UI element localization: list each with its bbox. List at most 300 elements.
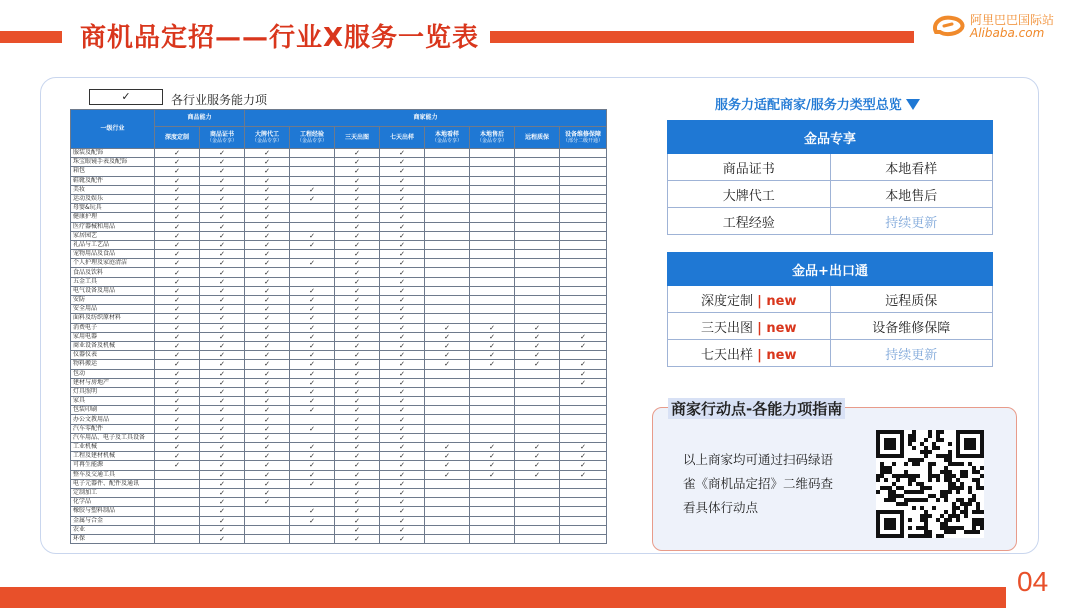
capability-cell: ✓ <box>290 479 335 488</box>
capability-cell: ✓ <box>155 259 200 268</box>
capability-cell <box>470 534 515 543</box>
industry-name: 金属与合金 <box>71 516 155 525</box>
capability-cell <box>560 387 607 396</box>
capability-cell <box>290 167 335 176</box>
table-row <box>71 498 607 507</box>
capability-cell: ✓ <box>155 406 200 415</box>
capability-cell: ✓ <box>245 461 290 470</box>
capability-cell <box>290 268 335 277</box>
capability-cell: ✓ <box>335 194 380 203</box>
capability-cell: ✓ <box>380 240 425 249</box>
capability-cell <box>515 231 560 240</box>
capability-cell: ✓ <box>200 185 245 194</box>
capability-cell <box>470 479 515 488</box>
capability-cell: ✓ <box>245 213 290 222</box>
table-body <box>71 149 607 544</box>
industry-name: 珠宝眼镜手表及配饰 <box>71 158 155 167</box>
capability-cell <box>290 222 335 231</box>
industry-name: 食品及饮料 <box>71 268 155 277</box>
industry-name: 家居园艺 <box>71 231 155 240</box>
capability-cell: ✓ <box>245 176 290 185</box>
capability-cell <box>515 305 560 314</box>
capability-cell <box>425 167 470 176</box>
column-header-name: 设备维修保障 <box>565 130 602 138</box>
capability-cell: ✓ <box>200 369 245 378</box>
capability-cell <box>515 424 560 433</box>
capability-cell: ✓ <box>155 369 200 378</box>
capability-cell <box>425 488 470 497</box>
industry-name: 包装印刷 <box>71 406 155 415</box>
industry-name: 电气设备及用品 <box>71 286 155 295</box>
new-badge: | new <box>757 293 797 309</box>
column-header-name: 商品证书 <box>210 130 235 138</box>
capability-cell: ✓ <box>245 360 290 369</box>
capability-cell <box>155 534 200 543</box>
capability-cell: ✓ <box>155 167 200 176</box>
capability-cell: ✓ <box>470 360 515 369</box>
capability-cell <box>515 406 560 415</box>
capability-cell <box>245 516 290 525</box>
table-row <box>71 534 607 543</box>
capability-cell <box>515 498 560 507</box>
capability-cell: ✓ <box>335 525 380 534</box>
capability-cell: ✓ <box>155 296 200 305</box>
table-row <box>668 181 993 208</box>
capability-cell: ✓ <box>380 194 425 203</box>
column-header <box>560 127 607 149</box>
capability-cell: ✓ <box>425 351 470 360</box>
capability-cell: ✓ <box>200 360 245 369</box>
capability-cell: ✓ <box>380 415 425 424</box>
capability-cell: ✓ <box>335 341 380 350</box>
industry-name: 医疗器械和用品 <box>71 222 155 231</box>
industry-name: 包动 <box>71 369 155 378</box>
industry-name: 礼品与工艺品 <box>71 240 155 249</box>
capability-cell <box>515 369 560 378</box>
capability-cell: ✓ <box>200 387 245 396</box>
capability-cell: ✓ <box>380 351 425 360</box>
capability-cell: ✓ <box>380 332 425 341</box>
capability-cell: ✓ <box>560 332 607 341</box>
table-row <box>668 313 993 340</box>
capability-cell: ✓ <box>245 387 290 396</box>
industry-name: 汽车用品、电子及工具设备 <box>71 433 155 442</box>
industry-name: 母婴&玩具 <box>71 204 155 213</box>
table-row <box>71 516 607 525</box>
industry-name: 美妆 <box>71 185 155 194</box>
capability-cell: ✓ <box>380 378 425 387</box>
column-header-name: 工程经验 <box>300 130 325 138</box>
capability-cell <box>560 286 607 295</box>
capability-cell: ✓ <box>335 369 380 378</box>
capability-cell: ✓ <box>245 378 290 387</box>
capability-cell: ✓ <box>335 433 380 442</box>
capability-cell: ✓ <box>155 323 200 332</box>
capability-cell: ✓ <box>245 250 290 259</box>
capability-cell: ✓ <box>245 332 290 341</box>
capability-cell <box>560 351 607 360</box>
capability-cell: ✓ <box>335 296 380 305</box>
capability-cell <box>515 176 560 185</box>
capability-cell <box>470 222 515 231</box>
capability-cell <box>290 498 335 507</box>
capability-cell: ✓ <box>380 314 425 323</box>
industry-name: 商业设备及机械 <box>71 341 155 350</box>
capability-cell: ✓ <box>380 185 425 194</box>
service-cell: 工程经验 <box>668 208 831 235</box>
capability-cell: ✓ <box>470 323 515 332</box>
capability-cell: ✓ <box>200 351 245 360</box>
industry-name: 化学品 <box>71 498 155 507</box>
capability-cell <box>515 507 560 516</box>
capability-cell: ✓ <box>200 323 245 332</box>
capability-cell <box>515 268 560 277</box>
capability-cell: ✓ <box>245 149 290 158</box>
capability-cell: ✓ <box>245 158 290 167</box>
capability-cell: ✓ <box>380 176 425 185</box>
header-bar-right <box>490 31 914 43</box>
table-row <box>71 167 607 176</box>
capability-cell: ✓ <box>200 158 245 167</box>
industry-name: 农业 <box>71 525 155 534</box>
action-guide-text: 以上商家均可通过扫码绿语雀《商机品定招》二维码查看具体行动点 <box>683 452 834 515</box>
capability-cell: ✓ <box>200 397 245 406</box>
table-row <box>71 149 607 158</box>
table-row <box>71 341 607 350</box>
capability-cell <box>425 424 470 433</box>
capability-cell <box>155 516 200 525</box>
capability-cell <box>560 424 607 433</box>
table-row <box>71 286 607 295</box>
table-row <box>71 360 607 369</box>
capability-cell <box>515 213 560 222</box>
capability-cell: ✓ <box>380 268 425 277</box>
capability-cell <box>560 213 607 222</box>
capability-cell: ✓ <box>335 360 380 369</box>
capability-cell: ✓ <box>290 231 335 240</box>
capability-cell <box>470 204 515 213</box>
capability-cell <box>560 222 607 231</box>
capability-cell <box>515 387 560 396</box>
capability-cell <box>425 516 470 525</box>
capability-cell: ✓ <box>245 204 290 213</box>
service-cell: 大牌代工 <box>668 181 831 208</box>
table-row <box>71 240 607 249</box>
capability-cell <box>560 323 607 332</box>
capability-cell: ✓ <box>425 443 470 452</box>
capability-cell: ✓ <box>380 204 425 213</box>
capability-cell <box>560 149 607 158</box>
capability-cell <box>560 516 607 525</box>
capability-cell: ✓ <box>245 268 290 277</box>
industry-name: 环保 <box>71 534 155 543</box>
capability-cell: ✓ <box>380 525 425 534</box>
table-row <box>71 424 607 433</box>
capability-cell <box>155 470 200 479</box>
capability-cell: ✓ <box>155 378 200 387</box>
table-row <box>71 231 607 240</box>
capability-cell <box>515 259 560 268</box>
capability-cell: ✓ <box>290 341 335 350</box>
table-row <box>71 479 607 488</box>
capability-cell: ✓ <box>245 314 290 323</box>
capability-cell <box>425 406 470 415</box>
capability-cell: ✓ <box>245 498 290 507</box>
industry-name: 面料及纺织原材料 <box>71 314 155 323</box>
table-row <box>71 433 607 442</box>
capability-cell: ✓ <box>335 167 380 176</box>
capability-cell: ✓ <box>245 369 290 378</box>
capability-cell: ✓ <box>155 443 200 452</box>
capability-cell <box>470 305 515 314</box>
table-row <box>668 208 993 235</box>
capability-cell: ✓ <box>515 332 560 341</box>
capability-cell <box>515 222 560 231</box>
legend-label: 各行业服务能力项 <box>171 93 268 107</box>
capability-cell: ✓ <box>425 341 470 350</box>
capability-cell: ✓ <box>560 341 607 350</box>
capability-cell: ✓ <box>380 488 425 497</box>
logo-text-cn: 阿里巴巴国际站 <box>970 13 1055 27</box>
new-badge: | new <box>757 320 797 336</box>
capability-cell: ✓ <box>155 332 200 341</box>
capability-cell: ✓ <box>335 222 380 231</box>
service-name: 深度定制 <box>700 293 753 309</box>
table-row <box>71 314 607 323</box>
industry-name: 办公文教用品 <box>71 415 155 424</box>
capability-cell: ✓ <box>335 314 380 323</box>
capability-cell: ✓ <box>335 461 380 470</box>
capability-cell <box>290 176 335 185</box>
capability-cell <box>470 488 515 497</box>
capability-cell <box>470 378 515 387</box>
capability-cell: ✓ <box>245 185 290 194</box>
capability-cell: ✓ <box>380 149 425 158</box>
capability-cell: ✓ <box>200 433 245 442</box>
capability-cell: ✓ <box>245 231 290 240</box>
capability-cell: ✓ <box>200 415 245 424</box>
capability-cell: ✓ <box>335 397 380 406</box>
capability-cell: ✓ <box>380 167 425 176</box>
capability-cell <box>425 433 470 442</box>
capability-cell <box>515 534 560 543</box>
capability-cell <box>425 259 470 268</box>
capability-cell <box>470 314 515 323</box>
capability-cell: ✓ <box>380 470 425 479</box>
capability-cell <box>515 516 560 525</box>
capability-cell: ✓ <box>515 443 560 452</box>
capability-cell <box>470 176 515 185</box>
capability-cell: ✓ <box>155 222 200 231</box>
capability-cell: ✓ <box>380 305 425 314</box>
capability-cell <box>470 525 515 534</box>
capability-cell: ✓ <box>335 516 380 525</box>
column-header-note: （金品专享） <box>252 137 283 144</box>
column-header <box>380 127 425 149</box>
capability-cell <box>560 406 607 415</box>
table-row <box>71 332 607 341</box>
capability-cell <box>515 433 560 442</box>
capability-cell <box>425 277 470 286</box>
capability-cell: ✓ <box>155 277 200 286</box>
industry-name: 鞋靴及配件 <box>71 176 155 185</box>
header-merchant-capability: 商家能力 <box>245 110 607 127</box>
capability-cell: ✓ <box>245 240 290 249</box>
capability-cell: ✓ <box>245 470 290 479</box>
capability-cell <box>515 314 560 323</box>
capability-cell <box>560 488 607 497</box>
capability-cell: ✓ <box>200 204 245 213</box>
table-row <box>71 443 607 452</box>
capability-cell: ✓ <box>155 314 200 323</box>
capability-cell: ✓ <box>290 397 335 406</box>
column-header <box>335 127 380 149</box>
capability-cell <box>470 268 515 277</box>
capability-cell <box>470 158 515 167</box>
column-header-name: 深度定制 <box>164 134 189 141</box>
capability-cell <box>515 204 560 213</box>
table-row <box>71 259 607 268</box>
table-row <box>71 351 607 360</box>
capability-cell: ✓ <box>560 452 607 461</box>
capability-cell: ✓ <box>290 259 335 268</box>
capability-cell <box>470 498 515 507</box>
capability-cell <box>290 433 335 442</box>
capability-cell <box>560 296 607 305</box>
capability-cell <box>290 525 335 534</box>
capability-cell <box>425 479 470 488</box>
capability-cell: ✓ <box>200 213 245 222</box>
table-row <box>71 525 607 534</box>
capability-cell: ✓ <box>380 213 425 222</box>
capability-cell <box>290 204 335 213</box>
capability-cell: ✓ <box>200 378 245 387</box>
capability-cell: ✓ <box>155 250 200 259</box>
table-row <box>668 286 993 313</box>
capability-cell: ✓ <box>155 424 200 433</box>
capability-cell <box>290 158 335 167</box>
capability-cell: ✓ <box>380 452 425 461</box>
capability-cell: ✓ <box>335 185 380 194</box>
industry-name: 运动及娱乐 <box>71 194 155 203</box>
capability-cell <box>470 433 515 442</box>
capability-cell: ✓ <box>470 443 515 452</box>
capability-cell: ✓ <box>335 452 380 461</box>
capability-cell <box>290 415 335 424</box>
industry-name: 整车及交通工具 <box>71 470 155 479</box>
capability-cell <box>515 525 560 534</box>
capability-cell <box>470 369 515 378</box>
industry-name: 建材与房地产 <box>71 378 155 387</box>
capability-cell <box>290 534 335 543</box>
capability-cell: ✓ <box>245 406 290 415</box>
capability-cell <box>155 507 200 516</box>
capability-cell: ✓ <box>335 240 380 249</box>
capability-cell: ✓ <box>200 194 245 203</box>
industry-name: 服装及配饰 <box>71 149 155 158</box>
column-header-name: 七天出样 <box>390 134 415 141</box>
capability-cell <box>560 176 607 185</box>
capability-cell: ✓ <box>200 305 245 314</box>
capability-cell: ✓ <box>245 424 290 433</box>
capability-cell: ✓ <box>335 470 380 479</box>
capability-cell <box>515 149 560 158</box>
capability-cell <box>245 507 290 516</box>
capability-cell: ✓ <box>155 397 200 406</box>
capability-cell: ✓ <box>200 259 245 268</box>
capability-cell: ✓ <box>515 452 560 461</box>
capability-cell <box>470 397 515 406</box>
qr-code-icon[interactable] <box>876 430 984 538</box>
capability-cell <box>425 250 470 259</box>
capability-cell <box>515 250 560 259</box>
service-cell: 远程质保 <box>830 286 993 313</box>
capability-cell: ✓ <box>290 240 335 249</box>
service-cell-ongoing: 持续更新 <box>830 340 993 367</box>
capability-cell: ✓ <box>470 341 515 350</box>
column-header <box>425 127 470 149</box>
table-row <box>71 488 607 497</box>
service-cell: 本地看样 <box>830 154 993 181</box>
industry-name: 定制加工 <box>71 488 155 497</box>
capability-cell <box>425 213 470 222</box>
capability-cell: ✓ <box>200 240 245 249</box>
column-header-name: 本地售后 <box>480 130 505 138</box>
service-cell: 本地售后 <box>830 181 993 208</box>
table-row <box>71 470 607 479</box>
industry-name: 仪器仪表 <box>71 351 155 360</box>
capability-cell: ✓ <box>155 231 200 240</box>
capability-cell <box>560 204 607 213</box>
capability-cell: ✓ <box>245 286 290 295</box>
capability-cell: ✓ <box>200 296 245 305</box>
capability-cell: ✓ <box>290 452 335 461</box>
service-cell <box>668 340 831 367</box>
capability-cell: ✓ <box>155 360 200 369</box>
capability-cell: ✓ <box>200 250 245 259</box>
capability-cell: ✓ <box>290 351 335 360</box>
capability-cell: ✓ <box>335 277 380 286</box>
table-row <box>71 194 607 203</box>
footer-bar <box>0 587 1006 608</box>
industry-name: 工程及建材机械 <box>71 452 155 461</box>
capability-cell <box>425 498 470 507</box>
sidebar-heading <box>715 94 920 113</box>
table-row <box>71 296 607 305</box>
capability-cell: ✓ <box>335 488 380 497</box>
capability-cell: ✓ <box>335 534 380 543</box>
capability-cell <box>560 498 607 507</box>
alibaba-logo <box>930 10 1055 44</box>
capability-cell: ✓ <box>245 488 290 497</box>
capability-cell: ✓ <box>380 507 425 516</box>
industry-name: 物料搬运 <box>71 360 155 369</box>
capability-cell: ✓ <box>335 158 380 167</box>
capability-cell: ✓ <box>380 286 425 295</box>
capability-cell <box>470 213 515 222</box>
capability-cell <box>470 424 515 433</box>
capability-cell: ✓ <box>155 185 200 194</box>
table-row <box>71 387 607 396</box>
capability-cell <box>470 277 515 286</box>
column-header <box>245 127 290 149</box>
capability-cell <box>560 397 607 406</box>
table-row <box>71 323 607 332</box>
capability-cell <box>470 240 515 249</box>
capability-cell: ✓ <box>245 452 290 461</box>
capability-cell: ✓ <box>380 461 425 470</box>
capability-cell: ✓ <box>245 341 290 350</box>
